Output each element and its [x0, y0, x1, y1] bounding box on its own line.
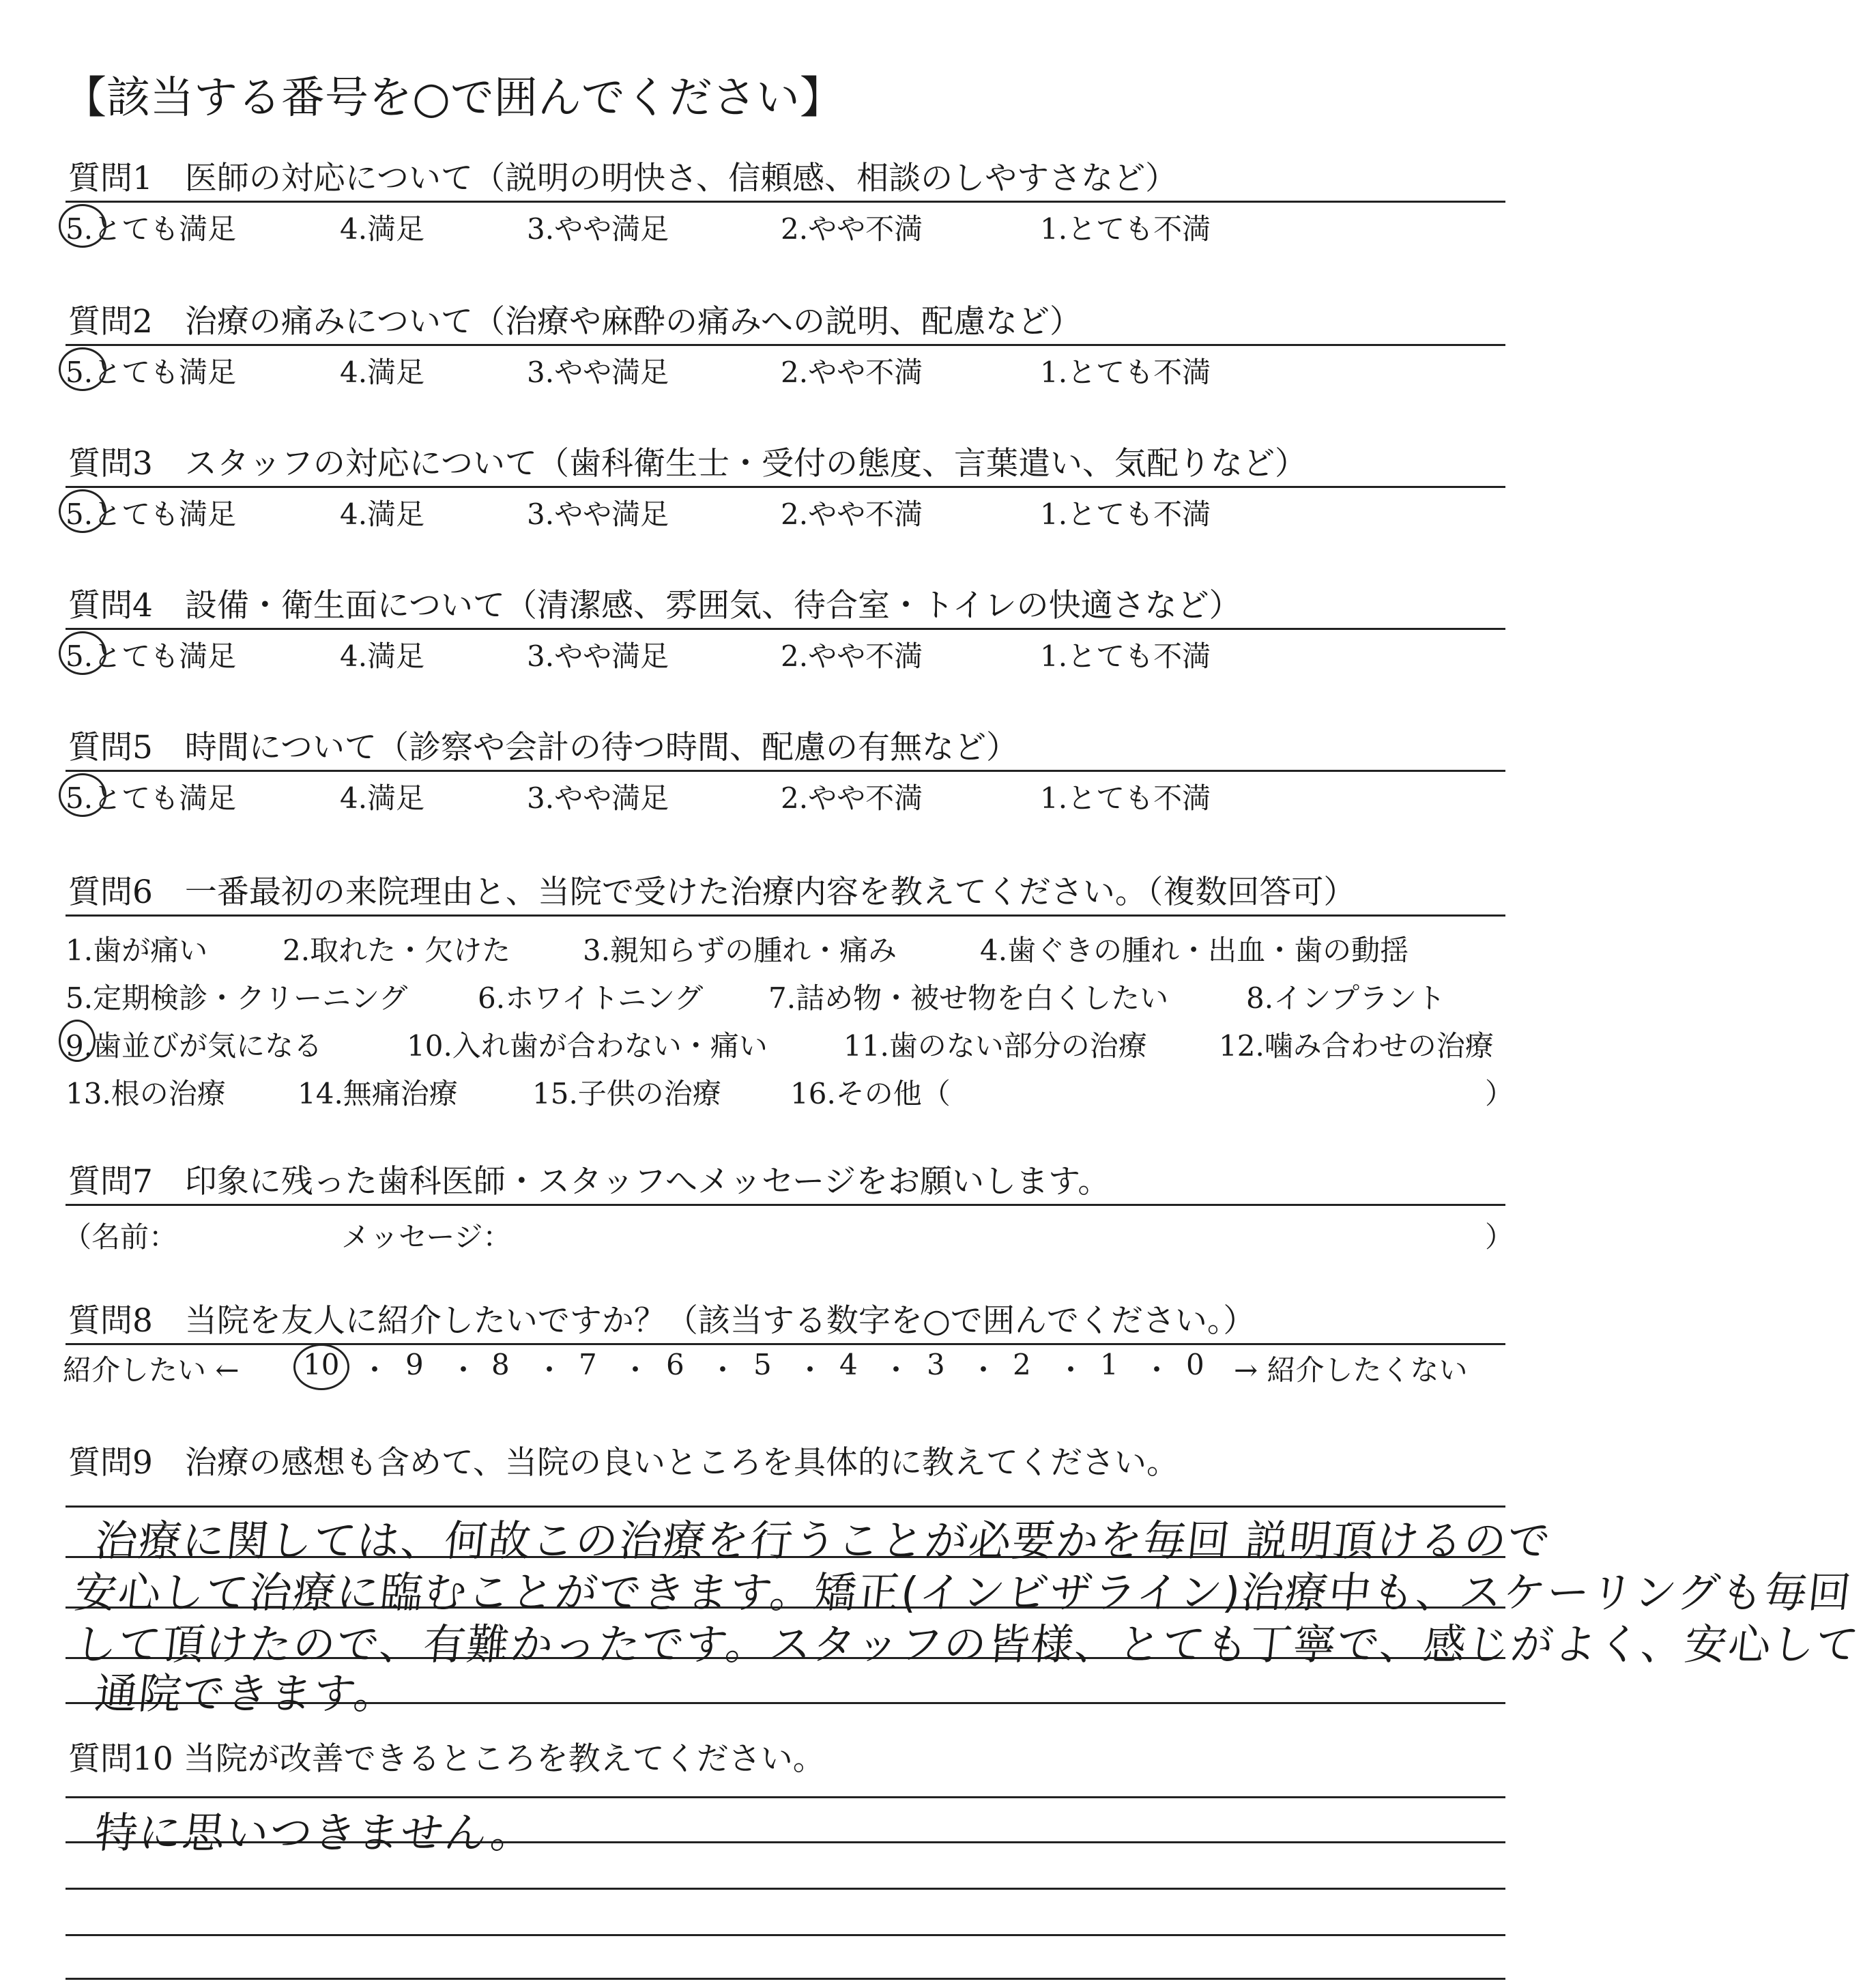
option-4[interactable]: 4.満足	[340, 639, 425, 673]
q6-option-9[interactable]: 9.歯並びが気になる	[66, 1029, 323, 1063]
handwritten-answer-line: して頂けたので、有難かったです。スタッフの皆様、とても丁寧で、感じがよく、安心して	[72, 1619, 1862, 1669]
option-5[interactable]: 5.とても満足	[66, 498, 237, 531]
answer-line	[66, 1934, 1505, 1936]
option-5[interactable]: 5.とても満足	[66, 212, 237, 246]
option-4[interactable]: 4.満足	[340, 498, 425, 531]
option-5[interactable]: 5.とても満足	[66, 639, 237, 673]
q6-option-4[interactable]: 4.歯ぐきの腫れ・出血・歯の動揺	[980, 934, 1409, 967]
recommend-scale	[63, 1348, 1503, 1389]
question-7	[66, 1160, 1505, 1206]
handwritten-answer-line: 安心して治療に臨むことができます。矯正(インビザライン)治療中も、スケーリングも毎回	[72, 1568, 1855, 1617]
option-2[interactable]: 2.やや不満	[781, 639, 923, 673]
scale-7[interactable]: 7	[579, 1348, 597, 1381]
answer-line	[66, 1796, 1505, 1798]
scale-8[interactable]: 8	[491, 1348, 510, 1381]
scale-separator: ・	[796, 1353, 825, 1387]
question-9	[66, 1441, 1505, 1485]
q6-option-5[interactable]: 5.定期検診・クリーニング	[66, 981, 408, 1015]
selected-circle	[59, 1020, 96, 1062]
selected-circle	[59, 347, 106, 391]
handwritten-answer-line: 通院できます。	[92, 1669, 401, 1718]
scale-separator: ・	[621, 1353, 650, 1387]
q6-option-10[interactable]: 10.入れ歯が合わない・痛い	[407, 1029, 768, 1063]
question-title: 質問8 当院を友人に紹介したいですか？（該当する数字を○で囲んでください。）	[68, 1302, 1256, 1340]
option-2[interactable]: 2.やや不満	[781, 356, 923, 389]
q6-option-3[interactable]: 3.親知らずの腫れ・痛み	[583, 934, 897, 967]
rating-options	[66, 203, 1505, 244]
scale-9[interactable]: 9	[405, 1348, 424, 1381]
selected-circle	[59, 631, 106, 675]
scale-0[interactable]: 0	[1186, 1348, 1204, 1381]
q7-close-paren: ）	[1485, 1220, 1514, 1254]
handwritten-answer-line: 治療に関しては、何故この治療を行うことが必要かを毎回 説明頂けるので	[92, 1516, 1555, 1566]
rating-options	[66, 772, 1505, 813]
q6-option-15[interactable]: 15.子供の治療	[532, 1077, 721, 1110]
option-4[interactable]: 4.満足	[340, 781, 425, 815]
q6-option-16[interactable]: 16.その他（	[790, 1077, 951, 1110]
answer-line	[66, 1888, 1505, 1890]
option-3[interactable]: 3.やや満足	[527, 639, 669, 673]
q6-option-6[interactable]: 6.ホワイトニング	[478, 981, 704, 1015]
name-label: （名前：	[63, 1220, 178, 1254]
scale-1[interactable]: 1	[1100, 1348, 1118, 1381]
question-title: 質問4 設備・衛生面について（清潔感、雰囲気、待合室・トイレの快適さなど）	[68, 587, 1241, 624]
selected-circle	[293, 1344, 349, 1390]
divider	[66, 1343, 1505, 1345]
option-1[interactable]: 1.とても不満	[1040, 781, 1211, 815]
scale-5[interactable]: 5	[753, 1348, 772, 1381]
q6-option-12[interactable]: 12.噛み合わせの治療	[1219, 1029, 1494, 1063]
option-1[interactable]: 1.とても不満	[1040, 212, 1211, 246]
message-label: メッセージ：	[341, 1220, 512, 1254]
option-1[interactable]: 1.とても不満	[1040, 356, 1211, 389]
scale-left-label: 紹介したい ←	[63, 1353, 240, 1387]
q6-option-7[interactable]: 7.詰め物・被せ物を白くしたい	[768, 981, 1169, 1015]
question-title: 質問2 治療の痛みについて（治療や麻酔の痛みへの説明、配慮など）	[68, 303, 1082, 341]
scale-separator: ・	[1142, 1353, 1172, 1387]
question-1	[66, 157, 1505, 244]
option-5[interactable]: 5.とても満足	[66, 356, 237, 389]
option-3[interactable]: 3.やや満足	[527, 498, 669, 531]
scale-separator: ・	[882, 1353, 911, 1387]
answer-line	[66, 1978, 1505, 1980]
rating-options	[66, 488, 1505, 529]
scale-separator: ・	[1056, 1353, 1086, 1387]
option-2[interactable]: 2.やや不満	[781, 212, 923, 246]
page-title: 【該当する番号を○で囲んでください】	[63, 73, 843, 124]
option-1[interactable]: 1.とても不満	[1040, 639, 1211, 673]
option-1[interactable]: 1.とても不満	[1040, 498, 1211, 531]
question-8	[66, 1299, 1505, 1345]
rating-options	[66, 346, 1505, 387]
scale-4[interactable]: 4	[839, 1348, 858, 1381]
question-2	[66, 300, 1505, 387]
scale-6[interactable]: 6	[666, 1348, 684, 1381]
option-4[interactable]: 4.満足	[340, 212, 425, 246]
divider	[66, 1204, 1505, 1206]
option-3[interactable]: 3.やや満足	[527, 781, 669, 815]
question-title: 質問9 治療の感想も含めて、当院の良いところを具体的に教えてください。	[68, 1444, 1179, 1482]
option-2[interactable]: 2.やや不満	[781, 498, 923, 531]
q6-option-14[interactable]: 14.無痛治療	[298, 1077, 458, 1110]
scale-separator: ・	[708, 1353, 738, 1387]
question-title: 質問10 当院が改善できるところを教えてください。	[68, 1740, 825, 1778]
scale-separator: ・	[360, 1353, 390, 1387]
question-5	[66, 726, 1505, 813]
q6-option-8[interactable]: 8.インプラント	[1246, 981, 1446, 1015]
option-2[interactable]: 2.やや不満	[781, 781, 923, 815]
scale-2[interactable]: 2	[1013, 1348, 1031, 1381]
option-4[interactable]: 4.満足	[340, 356, 425, 389]
question-6	[66, 871, 1505, 917]
question-title: 質問3 スタッフの対応について（歯科衛生士・受付の態度、言葉遣い、気配りなど）	[68, 445, 1307, 482]
rating-options	[66, 630, 1505, 671]
question-4	[66, 584, 1505, 671]
scale-separator: ・	[535, 1353, 564, 1387]
option-3[interactable]: 3.やや満足	[527, 356, 669, 389]
question-3	[66, 442, 1505, 529]
q6-option-11[interactable]: 11.歯のない部分の治療	[843, 1029, 1147, 1063]
selected-circle	[59, 773, 106, 817]
question-title: 質問6 一番最初の来院理由と、当院で受けた治療内容を教えてください。（複数回答可）	[68, 874, 1356, 911]
q6-option-13[interactable]: 13.根の治療	[66, 1077, 226, 1110]
question-title: 質問7 印象に残った歯科医師・スタッフへメッセージをお願いします。	[68, 1163, 1110, 1200]
option-5[interactable]: 5.とても満足	[66, 781, 237, 815]
q6-close-paren: ）	[1485, 1077, 1514, 1110]
divider	[66, 914, 1505, 917]
scale-10[interactable]: 10	[303, 1348, 340, 1381]
scale-separator: ・	[969, 1353, 998, 1387]
selected-circle	[59, 489, 106, 533]
q6-option-1[interactable]: 1.歯が痛い	[66, 934, 208, 967]
q6-option-2[interactable]: 2.取れた・欠けた	[283, 934, 511, 967]
question-10	[66, 1738, 1505, 1781]
selected-circle	[59, 204, 106, 248]
scale-separator: ・	[449, 1353, 478, 1387]
question-title: 質問1 医師の対応について（説明の明快さ、信頼感、相談のしやすさなど）	[68, 160, 1178, 197]
option-3[interactable]: 3.やや満足	[527, 212, 669, 246]
scale-right-label: → 紹介したくない	[1234, 1353, 1468, 1387]
question-title: 質問5 時間について（診察や会計の待つ時間、配慮の有無など）	[68, 729, 1018, 766]
handwritten-answer-line: 特に思いつきません。	[92, 1808, 538, 1858]
scale-3[interactable]: 3	[927, 1348, 945, 1381]
